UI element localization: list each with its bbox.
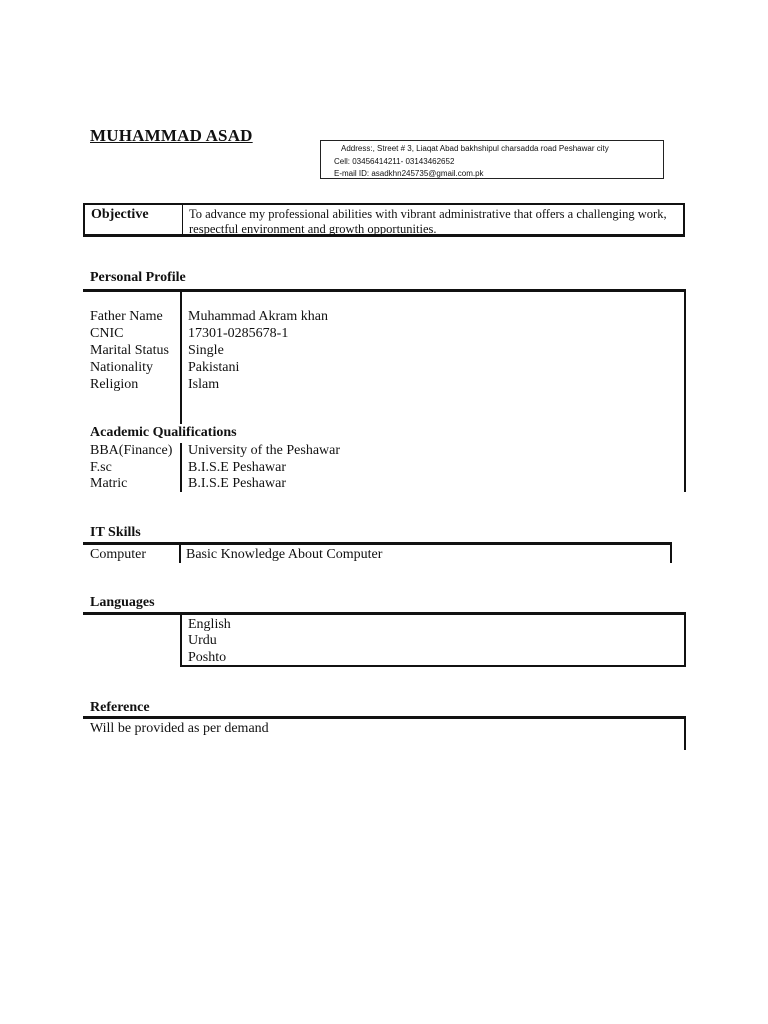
profile-value-marital-status: Single	[188, 343, 224, 358]
profile-label-nationality: Nationality	[90, 360, 153, 375]
academic-divider	[180, 443, 182, 492]
it-skills-right-border	[670, 545, 672, 563]
reference-right-border	[684, 719, 686, 750]
profile-label-religion: Religion	[90, 377, 139, 392]
academic-value-fsc: B.I.S.E Peshawar	[188, 460, 286, 475]
email-line: E-mail ID: asadkhn245735@gmail.com.pk	[334, 169, 484, 178]
it-skills-divider	[179, 545, 181, 563]
it-skills-title: IT Skills	[90, 525, 141, 540]
languages-right-border	[684, 615, 686, 666]
reference-text: Will be provided as per demand	[90, 721, 269, 736]
personal-profile-title: Personal Profile	[90, 270, 186, 285]
academic-value-matric: B.I.S.E Peshawar	[188, 476, 286, 491]
profile-label-father-name: Father Name	[90, 309, 163, 324]
profile-label-marital-status: Marital Status	[90, 343, 169, 358]
objective-text: To advance my professional abilities with vibrant administrative that offers a challenging work, respectful environment and growth opportunities.	[189, 207, 667, 236]
objective-label: Objective	[91, 207, 149, 222]
languages-rule	[83, 612, 686, 615]
academic-label-fsc: F.sc	[90, 460, 112, 475]
academic-label-matric: Matric	[90, 476, 128, 491]
objective-divider	[182, 205, 183, 234]
profile-value-father-name: Muhammad Akram khan	[188, 309, 328, 324]
profile-value-nationality: Pakistani	[188, 360, 240, 375]
academic-title: Academic Qualifications	[90, 425, 237, 440]
language-english: English	[188, 617, 231, 632]
reference-rule	[83, 716, 686, 719]
language-urdu: Urdu	[188, 633, 217, 648]
it-skills-label: Computer	[90, 547, 146, 562]
profile-value-cnic: 17301-0285678-1	[188, 326, 289, 341]
it-skills-rule	[83, 542, 672, 545]
reference-title: Reference	[90, 700, 150, 715]
academic-value-bba: University of the Peshawar	[188, 443, 341, 458]
cell-line: Cell: 03456414211- 03143462652	[334, 156, 455, 166]
address-line: Address:, Street # 3, Liaqat Abad bakhshipul charsadda road Peshawar city	[341, 144, 609, 153]
it-skills-value: Basic Knowledge About Computer	[186, 547, 383, 562]
languages-divider	[180, 615, 182, 666]
profile-value-religion: Islam	[188, 377, 220, 392]
contact-box	[320, 140, 664, 179]
languages-title: Languages	[90, 595, 155, 610]
profile-label-cnic: CNIC	[90, 326, 124, 341]
objective-box	[83, 203, 685, 237]
academic-label-bba: BBA(Finance)	[90, 443, 173, 458]
personal-profile-divider	[180, 292, 182, 424]
personal-profile-right-border	[684, 292, 686, 492]
personal-profile-rule	[83, 289, 686, 292]
language-poshto: Poshto	[188, 650, 227, 665]
languages-bottom-rule	[180, 665, 686, 667]
candidate-name: MUHAMMAD ASAD	[90, 126, 253, 145]
